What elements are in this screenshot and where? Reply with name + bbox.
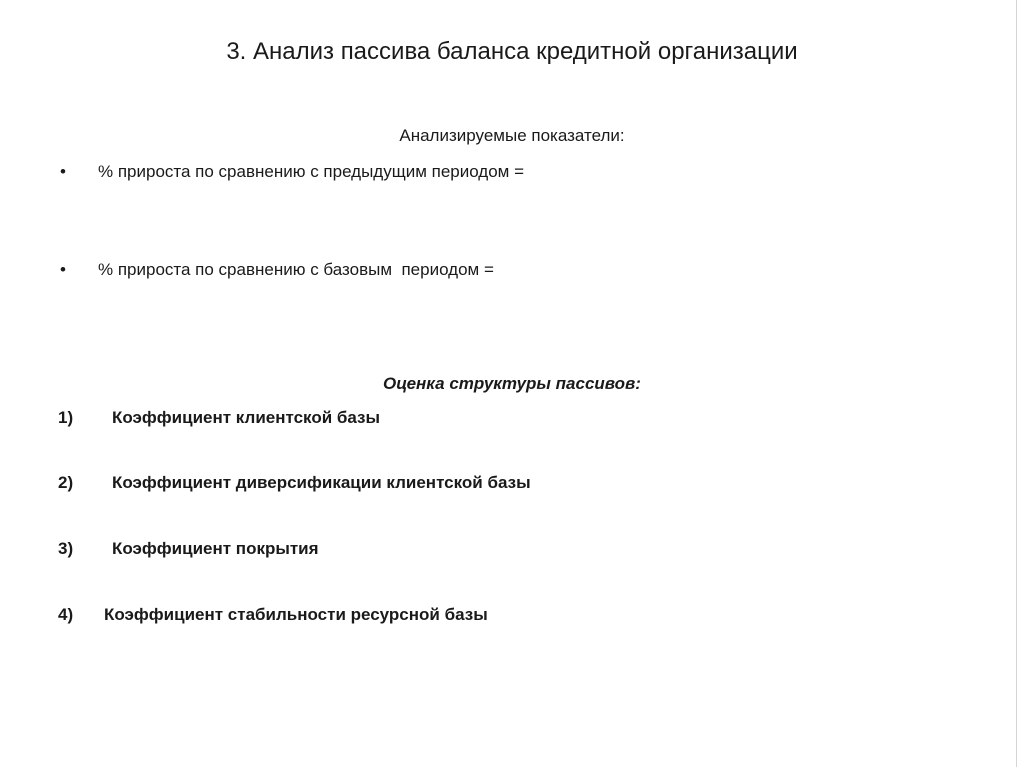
item-text: Коэффициент клиентской базы [112,408,381,427]
bullet-item [0,258,1000,282]
bullet-item [0,160,1000,184]
item-number: 1) [58,408,74,427]
item-number: 3) [58,539,74,558]
bullet-icon: • [60,162,66,181]
numbered-item [0,471,1000,495]
bullet-text: % прироста по сравнению с базовым периодом = [98,260,494,279]
slide-title: 3. Анализ пассива баланса кредитной организации [226,38,798,65]
structure-heading: Оценка структуры пассивов: [383,374,641,393]
numbered-item [0,406,1000,430]
bullet-text: % прироста по сравнению с предыдущим периодом = [98,162,525,181]
indicators-heading: Анализируемые показатели: [399,126,625,145]
item-number: 4) [58,605,74,624]
bullet-icon: • [60,260,66,279]
item-text: Коэффициент диверсификации клиентской базы [112,473,531,492]
item-text: Коэффициент покрытия [112,539,319,558]
item-text: Коэффициент стабильности ресурсной базы [104,605,488,624]
numbered-item [0,603,1000,627]
item-number: 2) [58,473,74,492]
numbered-item [0,537,1000,561]
